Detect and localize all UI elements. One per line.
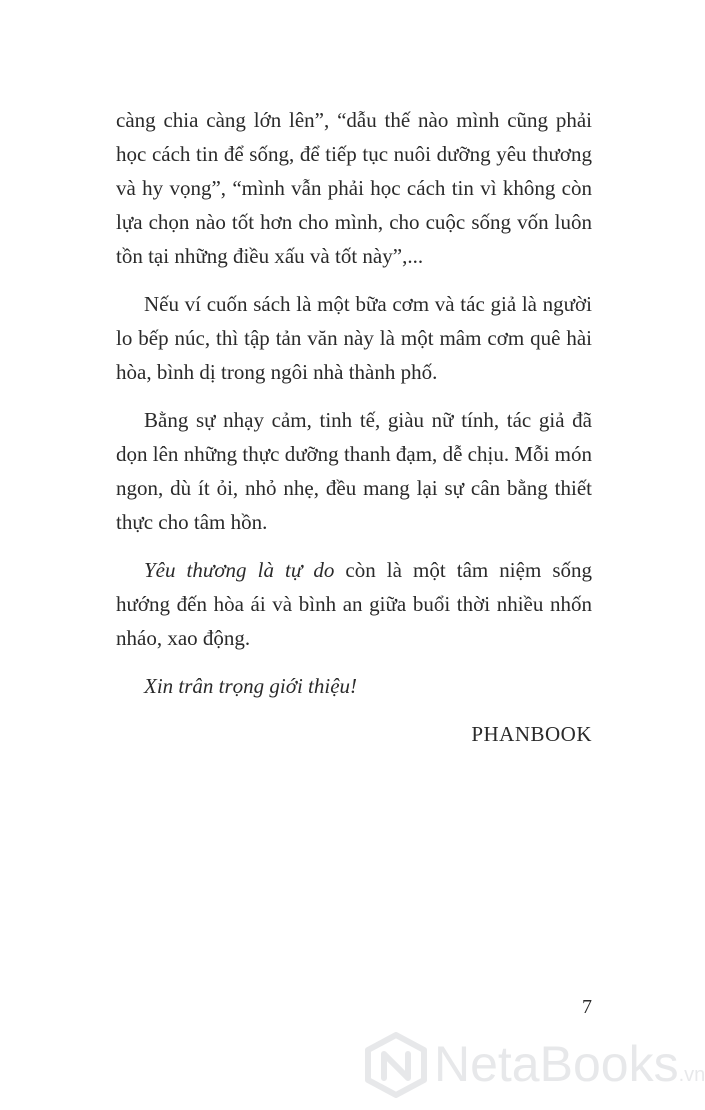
paragraph-4-text: còn là một tâm niệm sống hướng đến hòa ái và bình an giữa buổi thời nhiều nhốn nháo, xao động.: [116, 558, 593, 650]
paragraph-4: [116, 553, 592, 655]
netabooks-logo-icon: [364, 1032, 428, 1098]
paragraph-2: Nếu ví cuốn sách là một bữa cơm và tác giả là người lo bếp núc, thì tập tản văn này là một mâm cơm quê hài hòa, bình dị trong ngôi nhà thành phố.: [116, 292, 592, 384]
watermark-suffix: .vn: [678, 1064, 705, 1086]
watermark-text: [434, 1034, 705, 1105]
watermark: [364, 1032, 705, 1098]
paragraph-1: càng chia càng lớn lên”, “dẫu thế nào mình cũng phải học cách tin để sống, để tiếp tục nuôi dưỡng yêu thương và hy vọng”, “mình vẫn phải học cách tin vì không còn lựa chọn nào tốt hơn cho mình, cho cuộc sống vốn luôn tồn tại những điều xấu và tốt này”,...: [116, 108, 592, 268]
page-number: 7: [582, 996, 592, 1018]
page-content: [116, 103, 592, 751]
watermark-brand: NetaBooks: [434, 1036, 679, 1092]
book-title-italic: Yêu thương là tự do: [144, 558, 335, 582]
publisher-signature: PHANBOOK: [471, 722, 592, 746]
paragraph-3: Bằng sự nhạy cảm, tinh tế, giàu nữ tính, tác giả đã dọn lên những thực dưỡng thanh đạm, dễ chịu. Mỗi món ngon, dù ít ỏi, nhỏ nhẹ, đều mang lại sự cân bằng thiết thực cho tâm hồn.: [116, 408, 592, 534]
closing-line: Xin trân trọng giới thiệu!: [144, 674, 358, 698]
